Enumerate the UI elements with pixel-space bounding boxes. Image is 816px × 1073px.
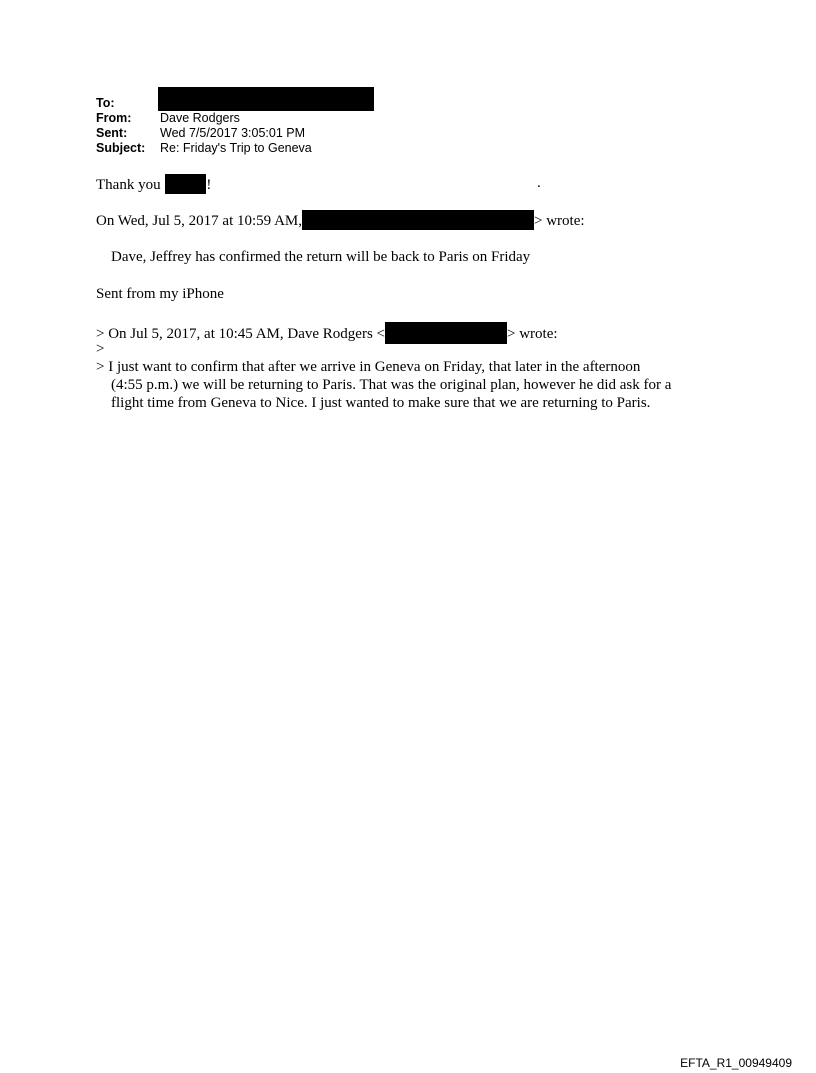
quote-intro-end: > wrote:	[506, 326, 558, 342]
reply-intro-line	[96, 210, 585, 230]
subject-row	[96, 141, 312, 156]
email-header	[96, 96, 312, 156]
from-label: From:	[96, 111, 132, 125]
sent-row	[96, 126, 312, 141]
quote-line-2: (4:55 p.m.) we will be returning to Paris. That was the original plan, however he did ask for a	[111, 377, 672, 393]
thank-you-text: Thank you	[96, 177, 161, 193]
trailing-dot: .	[537, 175, 541, 191]
reply-intro-end: > wrote:	[534, 213, 585, 229]
name-redaction	[165, 174, 206, 194]
quote-line-3: flight time from Geneva to Nice. I just wanted to make sure that we are returning to Paris.	[111, 395, 651, 411]
sender-redaction	[302, 210, 534, 230]
signature: Sent from my iPhone	[96, 286, 224, 302]
sent-value: Wed 7/5/2017 3:05:01 PM	[160, 126, 306, 140]
quote-line-1: > I just want to confirm that after we arrive in Geneva on Friday, that later in the afternoon	[96, 359, 641, 375]
sent-label: Sent:	[96, 126, 128, 140]
subject-value: Re: Friday's Trip to Geneva	[160, 141, 312, 155]
quote-blank: >	[96, 341, 105, 357]
reply-text: Dave, Jeffrey has confirmed the return will be back to Paris on Friday	[111, 249, 531, 265]
quote-intro-start: > On Jul 5, 2017, at 10:45 AM, Dave Rodgers <	[96, 326, 385, 342]
from-row	[96, 111, 312, 126]
quote-intro-line	[96, 322, 558, 344]
from-value: Dave Rodgers	[160, 111, 240, 125]
thank-you-line	[96, 174, 211, 194]
thank-you-exclamation: !	[206, 177, 212, 193]
to-row	[96, 96, 312, 111]
to-redaction	[158, 87, 374, 111]
to-label: To:	[96, 96, 115, 110]
email-redaction	[385, 322, 507, 344]
reply-intro-start: On Wed, Jul 5, 2017 at 10:59 AM,	[96, 213, 303, 229]
document-id: EFTA_R1_00949409	[680, 1056, 792, 1070]
subject-label: Subject:	[96, 141, 146, 155]
